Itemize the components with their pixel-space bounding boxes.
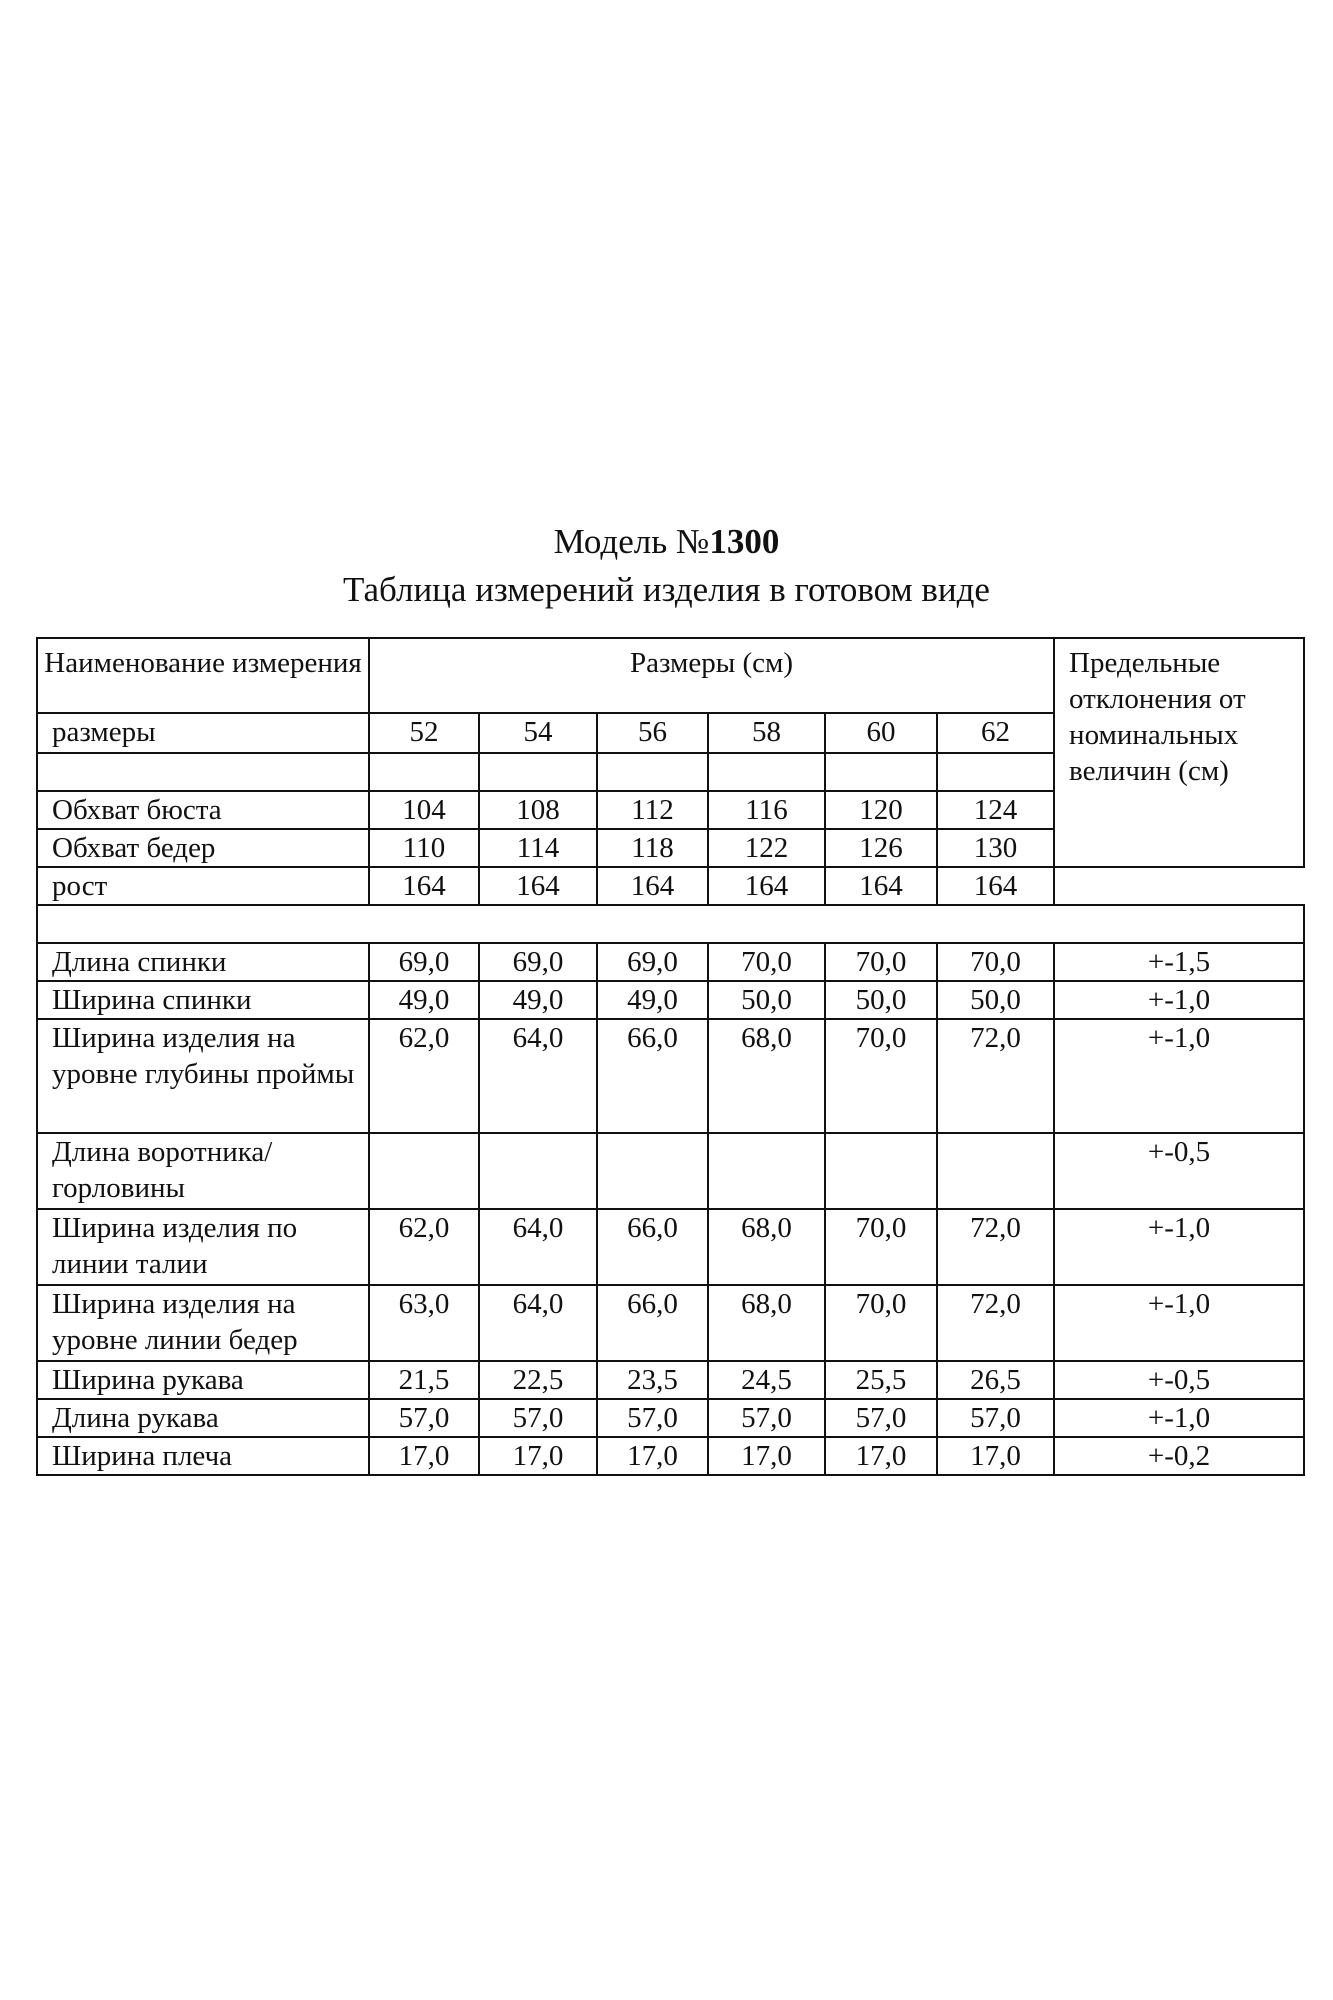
table-row [37, 1361, 1304, 1399]
table-row [37, 943, 1304, 981]
table-cell: 22,5 [479, 1361, 597, 1399]
table-row [37, 981, 1304, 1019]
table-cell [825, 1133, 937, 1209]
table-cell: 164 [597, 867, 708, 905]
tolerance-cell: +-0,5 [1054, 1361, 1304, 1399]
blank-cell [708, 753, 825, 791]
size-header-cell: 62 [937, 713, 1054, 753]
tolerance-cell: +-0,5 [1054, 1133, 1304, 1209]
table-row [37, 1133, 1304, 1209]
row-label: Ширина рукава [37, 1361, 369, 1399]
model-number: 1300 [709, 522, 780, 561]
table-cell: 21,5 [369, 1361, 479, 1399]
table-cell: 70,0 [825, 1285, 937, 1361]
size-header-cell: 52 [369, 713, 479, 753]
table-cell: 49,0 [479, 981, 597, 1019]
row-label: рост [37, 867, 369, 905]
table-cell: 26,5 [937, 1361, 1054, 1399]
table-cell: 24,5 [708, 1361, 825, 1399]
table-row [37, 1209, 1304, 1285]
table-cell: 122 [708, 829, 825, 867]
header-sizes-group: Размеры (см) [369, 638, 1054, 713]
table-cell: 17,0 [708, 1437, 825, 1475]
blank-cell [597, 753, 708, 791]
size-header-cell: 60 [825, 713, 937, 753]
row-label: Ширина изделия на уровне линии бедер [37, 1285, 369, 1361]
blank-cell [937, 753, 1054, 791]
blank-cell [479, 753, 597, 791]
tolerance-cell: +-1,0 [1054, 981, 1304, 1019]
row-label: Ширина изделия по линии талии [37, 1209, 369, 1285]
table-cell: 64,0 [479, 1209, 597, 1285]
table-cell: 124 [937, 791, 1054, 829]
table-cell [369, 1133, 479, 1209]
document-title [0, 518, 1333, 614]
table-cell: 69,0 [479, 943, 597, 981]
row-label: Обхват бюста [37, 791, 369, 829]
table-cell: 50,0 [825, 981, 937, 1019]
table-cell: 66,0 [597, 1209, 708, 1285]
table-cell: 49,0 [597, 981, 708, 1019]
table-cell: 69,0 [369, 943, 479, 981]
table-cell: 114 [479, 829, 597, 867]
table-cell: 70,0 [825, 1209, 937, 1285]
blank-cell [369, 753, 479, 791]
row-label: Длина рукава [37, 1399, 369, 1437]
table-cell [708, 1133, 825, 1209]
table-cell: 68,0 [708, 1209, 825, 1285]
size-header-cell: 56 [597, 713, 708, 753]
tolerance-cell: +-1,5 [1054, 943, 1304, 981]
row-label: Ширина спинки [37, 981, 369, 1019]
separator-cell [37, 905, 1304, 943]
table-cell: 17,0 [479, 1437, 597, 1475]
table-row [37, 1399, 1304, 1437]
table-cell: 57,0 [825, 1399, 937, 1437]
table-cell: 104 [369, 791, 479, 829]
table-cell [937, 1133, 1054, 1209]
table-cell: 23,5 [597, 1361, 708, 1399]
size-measurements-table [36, 637, 1305, 1476]
table-cell: 57,0 [369, 1399, 479, 1437]
table-cell: 17,0 [369, 1437, 479, 1475]
row-label: Ширина плеча [37, 1437, 369, 1475]
table-cell: 17,0 [597, 1437, 708, 1475]
row-label: Обхват бедер [37, 829, 369, 867]
blank-cell [37, 753, 369, 791]
table-cell: 50,0 [708, 981, 825, 1019]
table-cell: 66,0 [597, 1019, 708, 1133]
table-cell: 49,0 [369, 981, 479, 1019]
table-cell: 70,0 [825, 943, 937, 981]
model-title-prefix: Модель № [553, 522, 710, 561]
table-cell: 64,0 [479, 1019, 597, 1133]
row-label: Ширина изделия на уровне глубины проймы [37, 1019, 369, 1133]
table-cell: 164 [479, 867, 597, 905]
header-measurement-name: Наименование измерения [37, 638, 369, 713]
table-cell: 116 [708, 791, 825, 829]
table-cell [479, 1133, 597, 1209]
table-row [37, 1019, 1304, 1133]
size-header-cell: 58 [708, 713, 825, 753]
sizes-label: размеры [37, 713, 369, 753]
table-cell: 108 [479, 791, 597, 829]
table-subtitle: Таблица измерений изделия в готовом виде [343, 570, 990, 609]
table-cell: 63,0 [369, 1285, 479, 1361]
table-cell: 164 [937, 867, 1054, 905]
table-cell: 164 [369, 867, 479, 905]
table-cell: 17,0 [825, 1437, 937, 1475]
header-tolerance: Предельные отклонения от номинальных величин (см) [1054, 638, 1304, 867]
table-cell: 70,0 [825, 1019, 937, 1133]
table-cell: 126 [825, 829, 937, 867]
table-header-row [37, 638, 1304, 713]
table-cell: 69,0 [597, 943, 708, 981]
row-label: Длина воротника/горловины [37, 1133, 369, 1209]
table-row [37, 1437, 1304, 1475]
table-row [37, 1285, 1304, 1361]
row-label: Длина спинки [37, 943, 369, 981]
table-cell: 110 [369, 829, 479, 867]
table-cell: 72,0 [937, 1209, 1054, 1285]
blank-cell [825, 753, 937, 791]
table-cell: 57,0 [937, 1399, 1054, 1437]
table-cell: 118 [597, 829, 708, 867]
table-cell: 130 [937, 829, 1054, 867]
tolerance-cell: +-0,2 [1054, 1437, 1304, 1475]
table-cell: 70,0 [708, 943, 825, 981]
tolerance-cell: +-1,0 [1054, 1399, 1304, 1437]
table-cell: 57,0 [479, 1399, 597, 1437]
table-cell: 120 [825, 791, 937, 829]
tolerance-cell: +-1,0 [1054, 1209, 1304, 1285]
separator-row [37, 905, 1304, 943]
table-cell: 72,0 [937, 1285, 1054, 1361]
tolerance-cell: +-1,0 [1054, 1285, 1304, 1361]
table-cell: 62,0 [369, 1019, 479, 1133]
tolerance-cell: +-1,0 [1054, 1019, 1304, 1133]
table-cell: 68,0 [708, 1285, 825, 1361]
table-cell: 62,0 [369, 1209, 479, 1285]
table-cell: 164 [825, 867, 937, 905]
table-cell: 50,0 [937, 981, 1054, 1019]
table-cell: 164 [708, 867, 825, 905]
table-cell: 57,0 [708, 1399, 825, 1437]
table-cell: 57,0 [597, 1399, 708, 1437]
table-cell [597, 1133, 708, 1209]
table-cell: 25,5 [825, 1361, 937, 1399]
table-cell: 72,0 [937, 1019, 1054, 1133]
table-row [37, 867, 1304, 905]
model-title [0, 518, 1333, 566]
table-cell: 66,0 [597, 1285, 708, 1361]
table-cell: 112 [597, 791, 708, 829]
table-cell: 68,0 [708, 1019, 825, 1133]
table-cell: 17,0 [937, 1437, 1054, 1475]
size-header-cell: 54 [479, 713, 597, 753]
table-cell: 70,0 [937, 943, 1054, 981]
table-cell: 64,0 [479, 1285, 597, 1361]
